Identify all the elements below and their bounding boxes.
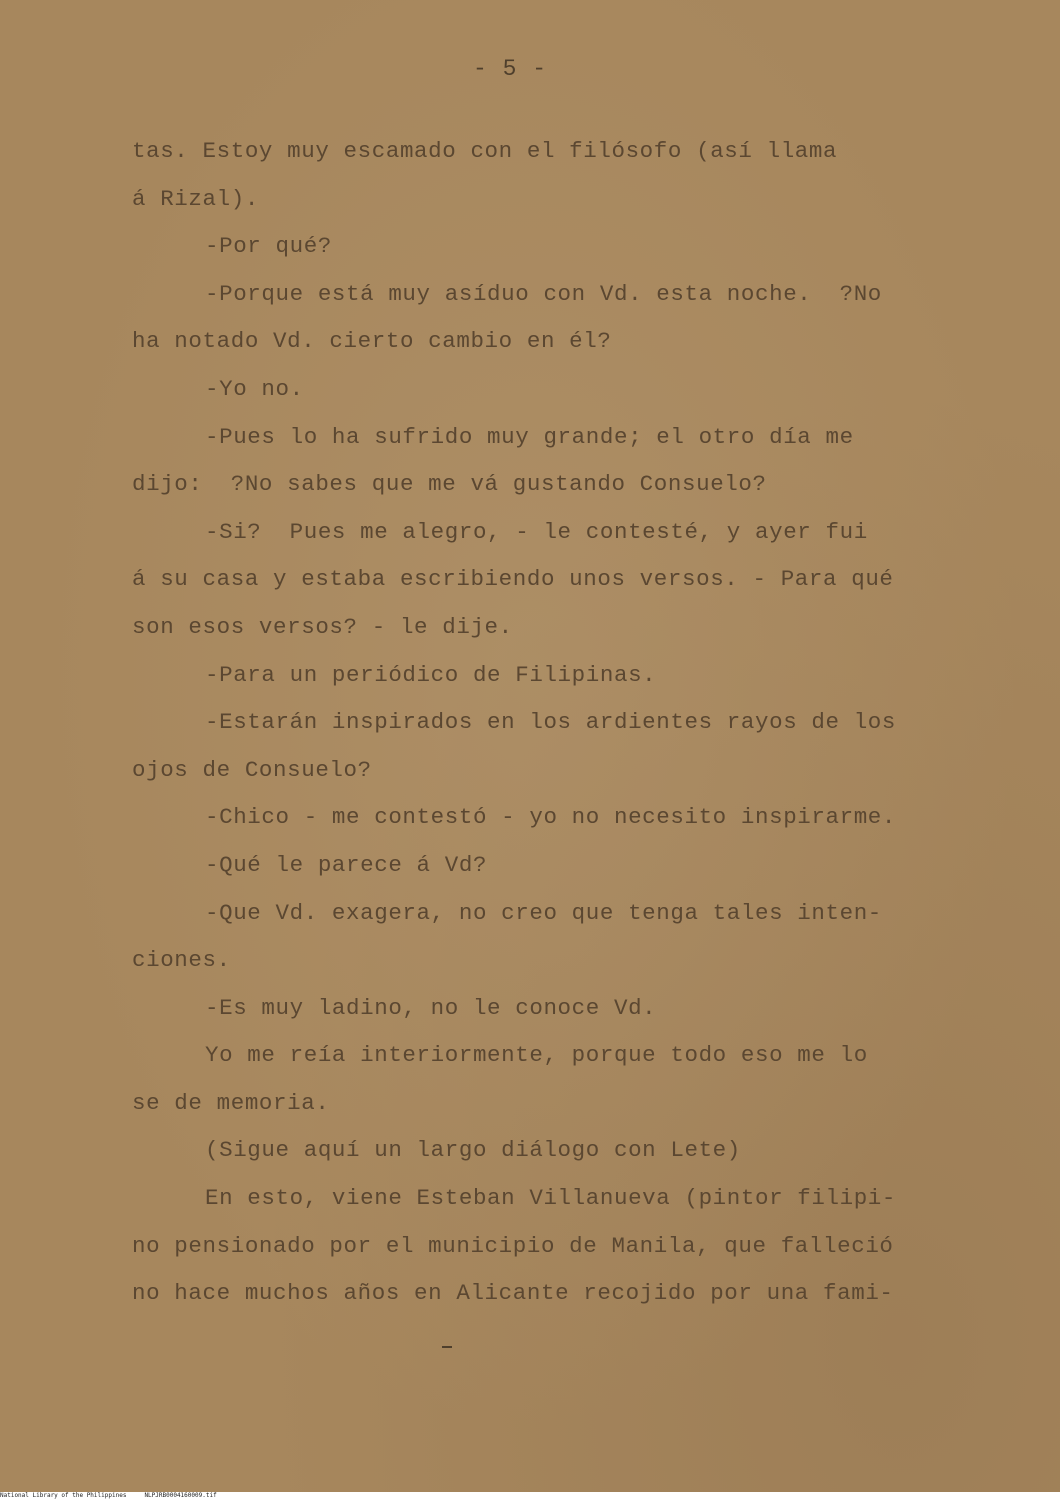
text-line: á su casa y estaba escribiendo unos versos. - Para qué [132, 566, 894, 593]
text-line: -Yo no. [205, 375, 304, 402]
body-text [132, 128, 932, 1318]
text-line: -Estarán inspirados en los ardientes rayos de los [205, 709, 897, 736]
text-line: -Pues lo ha sufrido muy grande; el otro día me [205, 423, 854, 450]
text-line: ojos de Consuelo? [132, 756, 372, 783]
text-line: En esto, viene Esteban Villanueva (pintor filipi- [205, 1185, 897, 1212]
text-line: -Que Vd. exagera, no creo que tenga tales inten- [205, 899, 882, 926]
text-line: dijo: ?No sabes que me vá gustando Consuelo? [132, 471, 767, 498]
text-line: -Qué le parece á Vd? [205, 851, 488, 878]
page-number: - 5 - [472, 56, 547, 82]
text-line: no pensionado por el municipio de Manila, que falleció [132, 1232, 894, 1259]
footer-file-id: NLPJRB0004160009.tif [144, 1492, 217, 1499]
footer-institution: National Library of the Philippines [0, 1492, 127, 1499]
text-line: Yo me reía interiormente, porque todo eso me lo [205, 1042, 868, 1069]
text-line: son esos versos? - le dije. [132, 613, 513, 640]
scan-footer [0, 1492, 1060, 1500]
text-line: -Si? Pues me alegro, - le contesté, y ayer fui [205, 518, 868, 545]
text-line: -Porque está muy asíduo con Vd. esta noche. ?No [205, 280, 882, 307]
text-line: -Para un periódico de Filipinas. [205, 661, 657, 688]
text-line: -Es muy ladino, no le conoce Vd. [205, 994, 657, 1021]
text-line: ciones. [132, 947, 231, 974]
text-line: (Sigue aquí un largo diálogo con Lete) [205, 1137, 741, 1164]
text-line: ha notado Vd. cierto cambio en él? [132, 328, 612, 355]
text-line: se de memoria. [132, 1089, 330, 1116]
text-line: no hace muchos años en Alicante recojido por una fami- [132, 1280, 894, 1307]
bottom-mark [442, 1346, 452, 1348]
text-line: tas. Estoy muy escamado con el filósofo (así llama [132, 138, 838, 164]
text-line: á Rizal). [132, 185, 259, 212]
text-line: -Chico - me contestó - yo no necesito inspirarme. [205, 804, 897, 831]
text-line: -Por qué? [205, 233, 332, 260]
